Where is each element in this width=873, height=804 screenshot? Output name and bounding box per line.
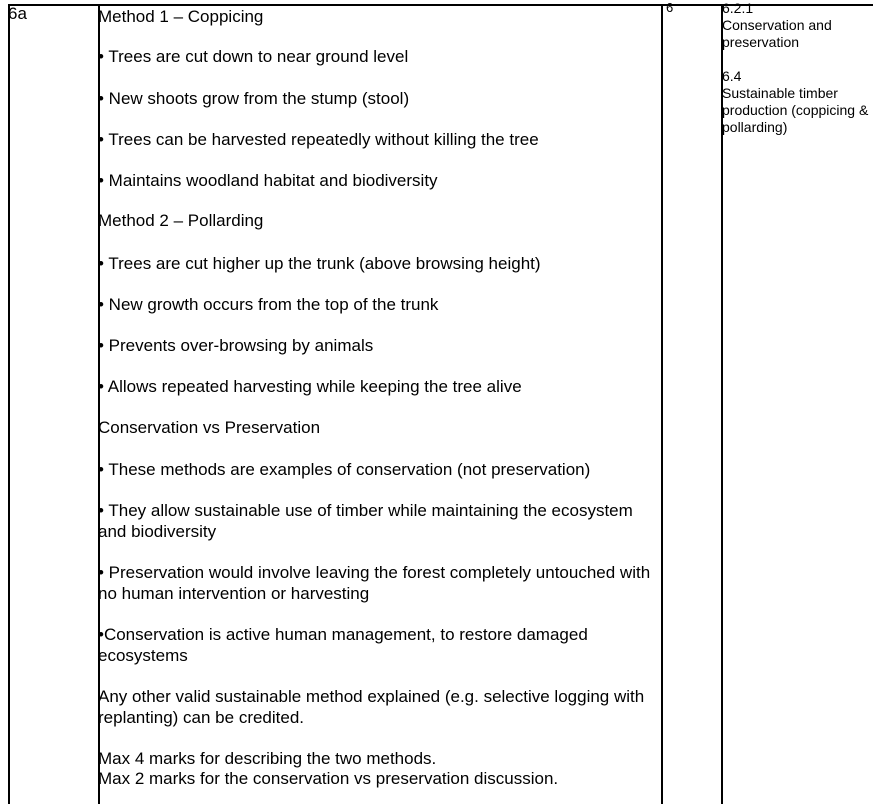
spec-code: 6.2.1 (722, 0, 754, 16)
method1-heading: Method 1 – Coppicing (98, 7, 264, 26)
answer-point: • Prevents over-browsing by animals (98, 336, 374, 355)
marks-value: 6 (666, 0, 674, 15)
answer-point: • Trees can be harvested repeatedly without killing the tree (98, 130, 539, 149)
spec-code: 6.4 (722, 68, 742, 84)
answer-point: • New shoots grow from the stump (stool) (98, 89, 410, 108)
spec-reference-cell (722, 0, 872, 136)
method2-heading: Method 2 – Pollarding (98, 211, 264, 230)
answer-point: • Maintains woodland habitat and biodiversity (98, 171, 438, 190)
spec-title: Conservation and preservation (722, 17, 832, 50)
max-marks-note: Max 4 marks for describing the two methods. (98, 749, 437, 768)
spec-title: Sustainable timber production (coppicing & pollarding) (722, 85, 869, 135)
other-credit-note: Any other valid sustainable method explained (e.g. selective logging with replanting) can be credited. (98, 687, 645, 727)
spec-reference (722, 0, 872, 51)
column-divider (98, 6, 100, 804)
question-number: 6a (8, 4, 27, 23)
answer-point: •Conservation is active human management, to restore damaged ecosystems (98, 625, 588, 665)
answer-point: • Allows repeated harvesting while keeping the tree alive (98, 377, 522, 396)
answer-point: • Preservation would involve leaving the forest completely untouched with no human intervention or harvesting (98, 563, 651, 603)
column-divider (661, 6, 663, 804)
answer-point: • Trees are cut down to near ground level (98, 47, 409, 66)
answer-point: • These methods are examples of conservation (not preservation) (98, 460, 591, 479)
conservation-heading: Conservation vs Preservation (98, 418, 321, 437)
max-marks-note: Max 2 marks for the conservation vs preservation discussion. (98, 769, 559, 788)
answer-point: • Trees are cut higher up the trunk (above browsing height) (98, 254, 541, 273)
answer-point: • New growth occurs from the top of the trunk (98, 295, 439, 314)
answer-point: • They allow sustainable use of timber while maintaining the ecosystem and biodiversity (98, 501, 633, 541)
spec-reference (722, 68, 872, 136)
